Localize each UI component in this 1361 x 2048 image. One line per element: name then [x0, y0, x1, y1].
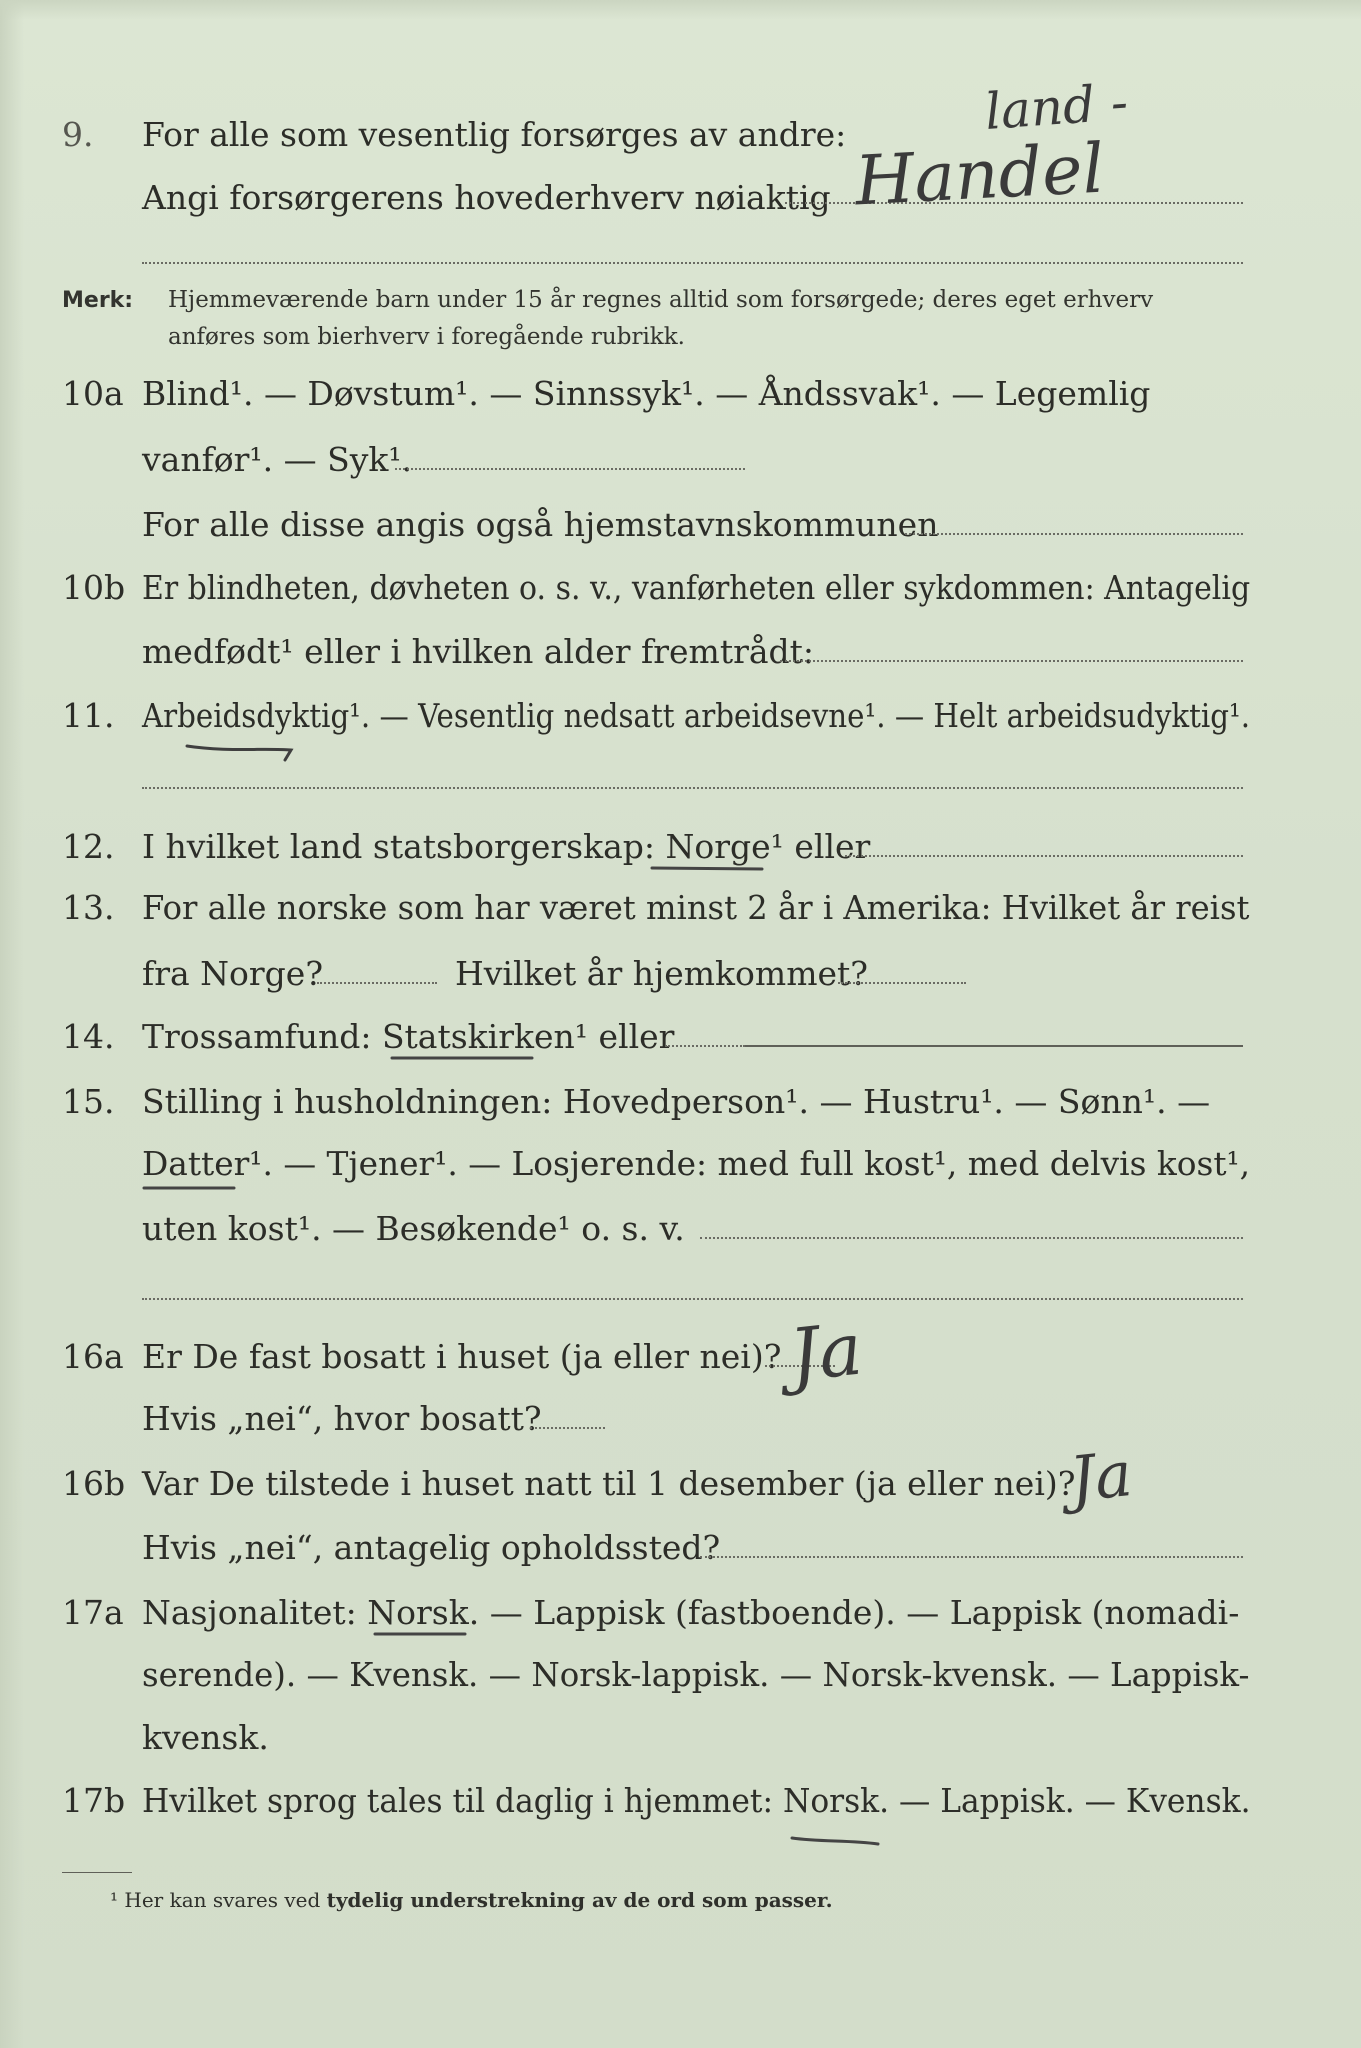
question-13-departure-line	[317, 982, 437, 984]
question-17b-number: 17b	[62, 1781, 126, 1820]
question-16b-number: 16b	[62, 1464, 126, 1503]
question-10a-sick-line	[395, 468, 745, 470]
footnote-text-a: Her kan svares ved	[124, 1888, 321, 1912]
question-15-line1: Stilling i husholdningen: Hovedperson¹. — Hustru¹. — Sønn¹. —	[142, 1082, 1211, 1121]
question-10b-line1: Er blindheten, døvheten o. s. v., vanførheten eller sykdommen: Antagelig	[142, 568, 1251, 607]
question-17a-line3: kvensk.	[142, 1718, 269, 1757]
question-15-number: 15.	[62, 1082, 115, 1121]
question-16b-handwritten-answer: Ja	[1066, 1436, 1136, 1517]
question-15-underline-mark	[142, 1182, 242, 1194]
question-17b-line1: Hvilket sprog tales til daglig i hjemmet: Norsk. — Lappisk. — Kvensk.	[142, 1781, 1251, 1820]
question-10b-line2: medfødt¹ eller i hvilken alder fremtrådt:	[142, 632, 815, 671]
question-12-answer-line	[845, 855, 1243, 857]
merk-line2: anføres som bierhverv i foregående rubrikk.	[168, 324, 685, 350]
question-14-line1: Trossamfund: Statskirken¹ eller	[142, 1017, 675, 1056]
question-9-handwritten-top: land -	[983, 73, 1130, 141]
question-12-line1: I hvilket land statsborgerskap: Norge¹ eller	[142, 827, 871, 866]
footnote-rule	[62, 1872, 132, 1873]
page-edge-shadow	[0, 0, 24, 2048]
question-16b-answer-line	[700, 1556, 1243, 1558]
question-11-underline-mark	[185, 738, 295, 762]
question-12-underline-mark	[650, 862, 770, 874]
footnote-text-b: tydelig understrekning av de ord som passer.	[326, 1888, 833, 1912]
question-17b-underline-mark	[790, 1834, 890, 1848]
question-17a-number: 17a	[62, 1593, 124, 1632]
question-13-return-line	[838, 982, 966, 984]
question-9-line2: Angi forsørgerens hovederhverv nøiaktig	[142, 178, 831, 217]
question-11-extra-line	[142, 787, 1243, 789]
question-15-line3: uten kost¹. — Besøkende¹ o. s. v.	[142, 1209, 685, 1248]
question-10b-number: 10b	[62, 568, 126, 607]
question-16a-residence-line	[530, 1427, 605, 1429]
question-17a-underline-mark	[373, 1628, 473, 1640]
merk-line1: Hjemmeværende barn under 15 år regnes alltid som forsørgede; deres eget erhverv	[168, 287, 1154, 313]
merk-note	[62, 283, 133, 318]
question-10a-line2: vanfør¹. — Syk¹.	[142, 440, 413, 479]
question-9-handwritten-answer: Handel	[853, 129, 1107, 222]
question-13-number: 13.	[62, 888, 115, 927]
question-13-line2b: Hvilket år hjemkommet?	[455, 954, 868, 993]
question-14-answer-line-a	[665, 1045, 745, 1047]
question-16b-line2: Hvis „nei“, antagelig opholdssted?	[142, 1528, 721, 1567]
page-top-shadow	[0, 0, 1361, 20]
question-13-line1: For alle norske som har været minst 2 år i Amerika: Hvilket år reist	[142, 888, 1250, 927]
footnote	[110, 1886, 833, 1914]
question-17a-line1: Nasjonalitet: Norsk. — Lappisk (fastboende). — Lappisk (nomadi-	[142, 1593, 1240, 1632]
question-9-extra-line	[142, 262, 1243, 264]
merk-label: Merk:	[62, 288, 134, 313]
question-14-underline-mark	[390, 1052, 540, 1064]
question-16a-handwritten-answer: Ja	[785, 1306, 866, 1398]
question-17a-line2: serende). — Kvensk. — Norsk-lappisk. — Norsk-kvensk. — Lappisk-	[142, 1655, 1250, 1694]
question-15-answer-line	[700, 1237, 1243, 1239]
question-16a-line1: Er De fast bosatt i huset (ja eller nei)?	[142, 1337, 782, 1376]
question-9-line1: For alle som vesentlig forsørges av andre:	[142, 115, 847, 154]
question-10b-answer-line	[780, 660, 1243, 662]
question-11-number: 11.	[62, 696, 115, 735]
question-10a-line3: For alle disse angis også hjemstavnskommunen	[142, 505, 939, 544]
question-10a-municipality-line	[905, 533, 1243, 535]
question-16a-line2: Hvis „nei“, hvor bosatt?	[142, 1399, 542, 1438]
question-10a-line1: Blind¹. — Døvstum¹. — Sinnssyk¹. — Åndssvak¹. — Legemlig	[142, 374, 1151, 413]
question-13-line2a: fra Norge?	[142, 954, 324, 993]
footnote-mark: ¹	[110, 1888, 119, 1912]
question-9-number: 9.	[62, 115, 94, 154]
question-10a-number: 10a	[62, 374, 124, 413]
question-16a-number: 16a	[62, 1337, 124, 1376]
question-12-number: 12.	[62, 827, 115, 866]
question-14-answer-line-b	[745, 1045, 1243, 1047]
question-16b-line1: Var De tilstede i huset natt til 1 desember (ja eller nei)?	[142, 1464, 1076, 1503]
question-11-line1: Arbeidsdyktig¹. — Vesentlig nedsatt arbeidsevne¹. — Helt arbeidsudyktig¹.	[142, 696, 1251, 735]
question-15-line2: Datter¹. — Tjener¹. — Losjerende: med full kost¹, med delvis kost¹,	[142, 1144, 1251, 1183]
question-15-extra-line	[142, 1298, 1243, 1300]
question-14-number: 14.	[62, 1017, 115, 1056]
